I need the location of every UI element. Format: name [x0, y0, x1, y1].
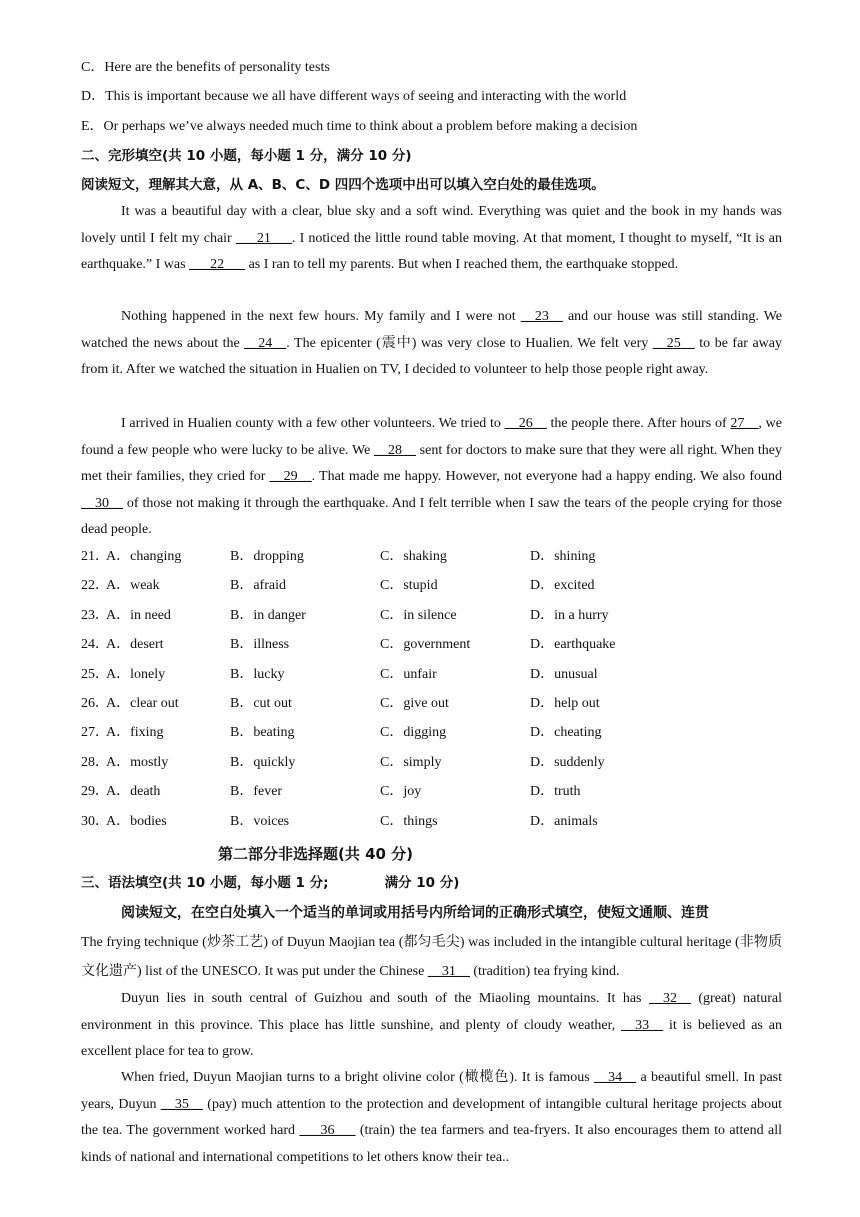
option-c[interactable]: C．shaking: [380, 549, 447, 564]
blank-28[interactable]: __28__: [373, 442, 416, 458]
option-d[interactable]: D．animals: [530, 813, 598, 829]
reading-option-d: D．This is important because we all have different ways of seeing and interacting with the world: [81, 89, 627, 104]
text: . That made me happy. However, not everyone had a happy ending. We also found: [311, 469, 782, 484]
blank-36[interactable]: ___36___: [299, 1123, 356, 1138]
text: . I noticed the little round table moving. At that moment, I thought to myself, “It is an earthquake.” I was: [81, 230, 783, 272]
text: . The epicenter (震中) was very close to Hualien. We felt very: [286, 335, 653, 351]
question-number: 24．: [81, 637, 109, 653]
grammar-paragraph-3: [81, 1065, 782, 1171]
blank-29[interactable]: __29__: [269, 469, 312, 484]
option-c[interactable]: C．stupid: [380, 578, 438, 594]
option-d[interactable]: D．in a hurry: [530, 607, 609, 623]
option-d[interactable]: D．excited: [530, 578, 595, 594]
text: I arrived in Hualien county with a few other volunteers. We tried to: [121, 416, 505, 431]
reading-option-c: C．Here are the benefits of personality tests: [81, 60, 330, 75]
question-row: [81, 781, 782, 803]
option-d[interactable]: D．truth: [530, 784, 581, 800]
option-d[interactable]: D．unusual: [530, 666, 598, 682]
question-number: 28．: [81, 754, 109, 770]
text: When fried, Duyun Maojian turns to a bright olivine color (橄榄色). It is famous: [121, 1070, 595, 1085]
option-a[interactable]: A．fixing: [106, 725, 164, 741]
blank-22[interactable]: ___22___: [189, 257, 246, 272]
question-row: [81, 752, 782, 774]
blank-27[interactable]: 27__: [730, 416, 759, 431]
option-a[interactable]: A．weak: [106, 578, 160, 594]
blank-21[interactable]: ___21___: [235, 230, 292, 246]
blank-32[interactable]: __32__: [648, 991, 691, 1006]
option-b[interactable]: B．illness: [230, 637, 290, 653]
cloze-paragraph-2: [81, 304, 782, 384]
blank-33[interactable]: __33__: [621, 1017, 664, 1033]
option-a[interactable]: A．in need: [106, 607, 171, 623]
question-row: [81, 634, 782, 656]
option-c[interactable]: C．government: [380, 637, 471, 653]
blank-35[interactable]: __35__: [160, 1096, 203, 1112]
option-b[interactable]: B．quickly: [230, 754, 296, 770]
text: (great) natural environment in this province. This place has little sunshine, and plenty of cloudy weather,: [81, 991, 782, 1033]
option-c[interactable]: C．in silence: [380, 607, 457, 623]
option-b[interactable]: B．lucky: [230, 666, 285, 682]
option-d[interactable]: D．help out: [530, 696, 600, 711]
option-b[interactable]: B．beating: [230, 725, 295, 741]
option-c[interactable]: C．things: [380, 813, 438, 829]
part2-title: 第二部分非选择题(共 40 分): [218, 845, 414, 863]
text: it is believed as an excellent place for tea to grow.: [81, 1017, 782, 1059]
grammar-paragraph-1: [81, 899, 782, 986]
text: sent for doctors to make sure that they were all right. When they met their families, they cried for: [81, 442, 782, 484]
option-b[interactable]: B．voices: [230, 813, 290, 829]
blank-23[interactable]: __23__: [520, 309, 563, 324]
option-d[interactable]: D．earthquake: [530, 637, 616, 653]
option-c[interactable]: C．simply: [380, 754, 442, 770]
question-row: [81, 575, 782, 597]
grammar-paragraph-2: [81, 986, 782, 1066]
section3-heading-part-b: 满分 10 分): [384, 875, 460, 891]
section2-instruction: 阅读短文，理解其大意，从 A、B、C、D 四四个选项中出可以填入空白处的最佳选项。: [81, 177, 605, 193]
text: , we found a few people who were lucky to be alive. We: [81, 416, 782, 458]
question-number: 30．: [81, 813, 109, 829]
section3-heading: [81, 873, 782, 893]
option-a[interactable]: A．clear out: [106, 696, 179, 711]
blank-31[interactable]: __31__: [427, 964, 470, 979]
option-c[interactable]: C．digging: [380, 725, 447, 741]
text: a beautiful smell. In past years, Duyun: [81, 1070, 782, 1112]
option-d[interactable]: D．cheating: [530, 725, 602, 741]
question-number: 21．: [81, 549, 109, 564]
blank-25[interactable]: __25__: [652, 335, 695, 351]
text: of those not making it through the earthquake. And I felt terrible when I saw the tears of the people crying for those dead people.: [81, 495, 782, 537]
option-a[interactable]: A．death: [106, 784, 161, 800]
blank-24[interactable]: __24__: [244, 335, 287, 351]
blank-26[interactable]: __26__: [504, 416, 547, 431]
section3-instruction: 阅读短文，在空白处填入一个适当的单词或用括号内所给词的正确形式填空，使短文通顺、连贯: [121, 905, 709, 921]
option-a[interactable]: A．lonely: [106, 666, 166, 682]
option-b[interactable]: B．cut out: [230, 696, 292, 711]
blank-34[interactable]: __34__: [594, 1070, 637, 1085]
option-a[interactable]: A．desert: [106, 637, 164, 653]
question-row: [81, 722, 782, 744]
text: The frying technique (炒茶工艺) of Duyun Maojian tea (都匀毛尖) was included in the intangible cultural heritage (非物质文化遗产) list of the UNESCO. It was put under the Chinese: [81, 935, 782, 979]
option-a[interactable]: A．bodies: [106, 813, 167, 829]
question-number: 23．: [81, 607, 109, 623]
text: (tradition) tea frying kind.: [469, 964, 620, 979]
question-number: 29．: [81, 784, 109, 800]
section3-heading-part-a: 三、语法填空(共 10 小题，每小题 1 分;: [81, 875, 329, 891]
option-d[interactable]: D．shining: [530, 549, 596, 564]
text: It was a beautiful day with a clear, blue sky and a soft wind. Everything was quiet and the book in my hands was lovely until I felt my chair: [81, 204, 782, 246]
question-row: [81, 811, 782, 833]
text: and our house was still standing. We watched the news about the: [81, 309, 782, 351]
text: (pay) much attention to the protection and development of intangible cultural heritage projects about the tea. The government worked hard: [81, 1096, 782, 1138]
text: Duyun lies in south central of Guizhou and south of the Miaoling mountains. It has: [121, 991, 649, 1006]
question-number: 22．: [81, 578, 109, 594]
option-c[interactable]: C．unfair: [380, 666, 437, 682]
question-row: [81, 605, 782, 627]
text: Nothing happened in the next few hours. My family and I were not: [121, 309, 521, 324]
option-b[interactable]: B．in danger: [230, 607, 306, 623]
question-number: 25．: [81, 666, 109, 682]
text: the people there. After hours of: [546, 416, 731, 431]
question-row: [81, 664, 782, 686]
text: (train) the tea farmers and tea-fryers. It also encourages them to attend all kinds of national and international competitions to let others know their tea..: [81, 1123, 782, 1165]
option-c[interactable]: C．joy: [380, 784, 422, 800]
cloze-paragraph-3: [81, 411, 782, 544]
option-a[interactable]: A．changing: [106, 549, 182, 564]
option-b[interactable]: B．dropping: [230, 549, 304, 564]
text: as I ran to tell my parents. But when I reached them, the earthquake stopped.: [245, 257, 679, 272]
question-row: [81, 693, 782, 715]
option-b[interactable]: B．afraid: [230, 578, 286, 594]
question-number: 26．: [81, 696, 109, 711]
option-d[interactable]: D．suddenly: [530, 754, 605, 770]
blank-30[interactable]: __30__: [81, 495, 123, 511]
question-number: 27．: [81, 725, 109, 741]
option-c[interactable]: C．give out: [380, 696, 449, 711]
text: to be far away from it. After we watched the situation in Hualien on TV, I decided to volunteer to help those people right away.: [81, 335, 782, 377]
option-a[interactable]: A．mostly: [106, 754, 169, 770]
section2-heading: 二、完形填空(共 10 小题，每小题 1 分，满分 10 分): [81, 148, 412, 164]
option-b[interactable]: B．fever: [230, 784, 283, 800]
reading-option-e: E．Or perhaps we’ve always needed much time to think about a problem before making a decision: [81, 119, 638, 134]
cloze-paragraph-1: [81, 199, 782, 279]
question-row: [81, 546, 782, 568]
